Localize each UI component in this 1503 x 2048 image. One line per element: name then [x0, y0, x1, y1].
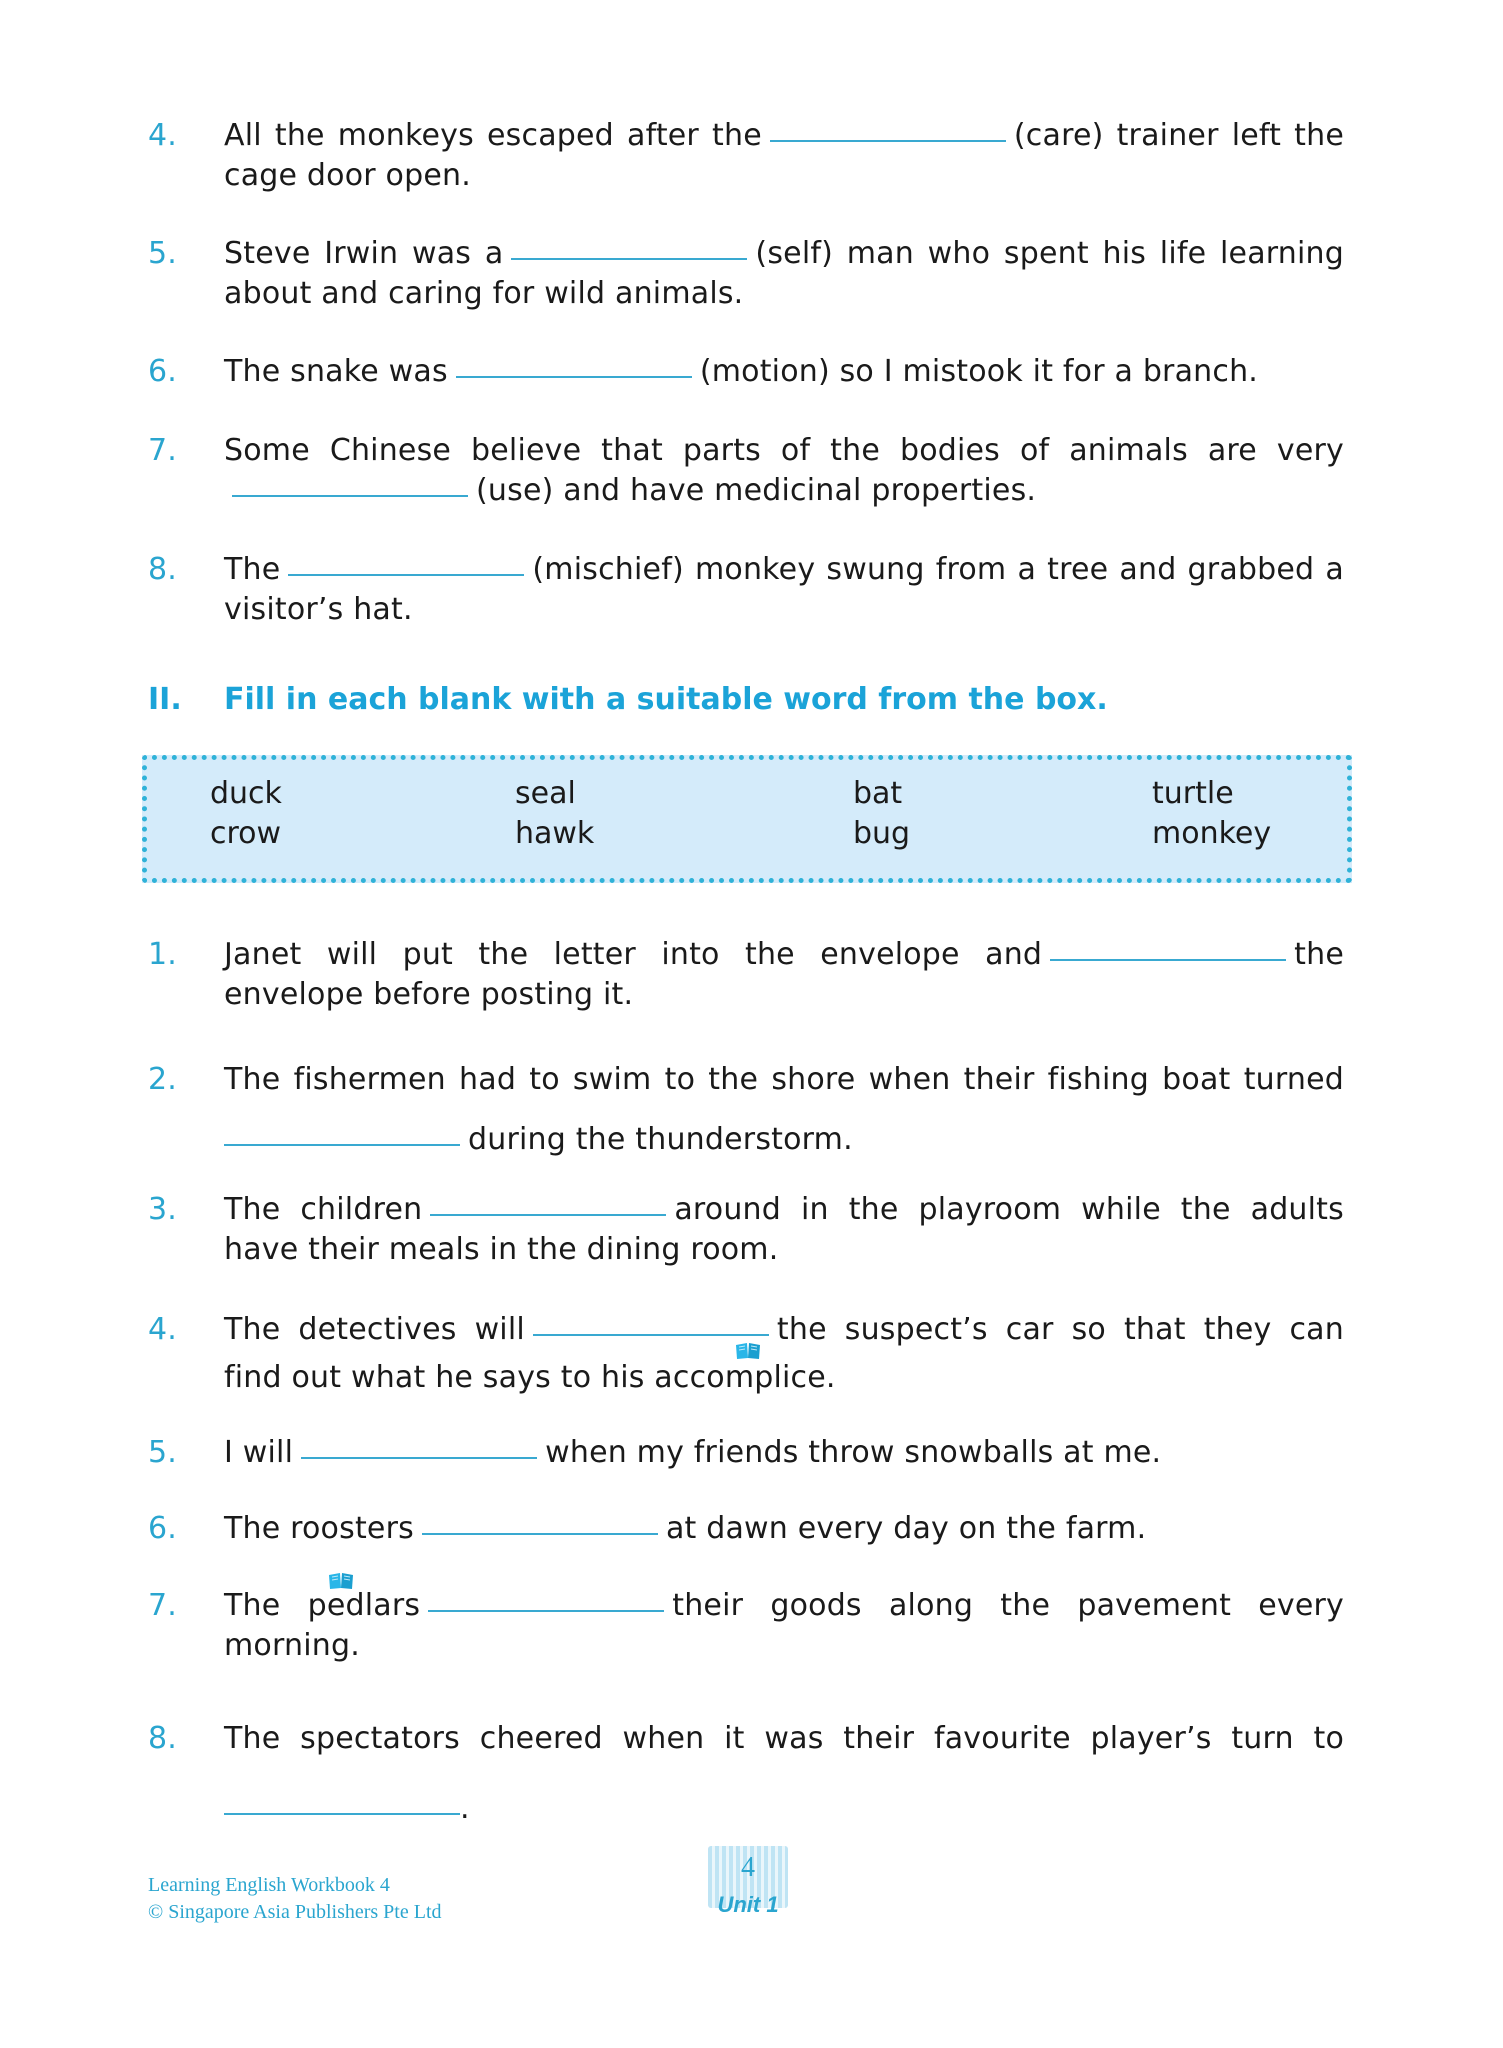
- question-text: The roosters: [224, 1511, 414, 1546]
- question-text: I will: [224, 1435, 294, 1470]
- answer-blank[interactable]: [301, 1457, 537, 1459]
- answer-blank[interactable]: [232, 495, 468, 497]
- question-text-after: during the thunderstorm.: [468, 1122, 853, 1157]
- question-text: The detectives will: [224, 1312, 525, 1347]
- answer-blank[interactable]: [224, 1144, 460, 1146]
- book-icon: [735, 1342, 761, 1360]
- answer-blank[interactable]: [428, 1610, 664, 1612]
- question-text: All the monkeys escaped after the: [224, 118, 762, 153]
- question-hint: (motion) so I mistook it for a branch.: [699, 354, 1259, 389]
- answer-blank[interactable]: [456, 376, 692, 378]
- question-number: 1.: [148, 937, 178, 972]
- question-number: 4.: [148, 1312, 178, 1347]
- question-number: 6.: [148, 354, 178, 389]
- question-hint: (self) man who spent his life learning about and caring for wild animals.: [224, 236, 1344, 311]
- question-hint: (use) and have medicinal properties.: [476, 473, 1037, 508]
- question-number: 3.: [148, 1192, 178, 1227]
- answer-blank[interactable]: [533, 1334, 769, 1336]
- question-text-after: their goods along the pavement every morning.: [224, 1588, 1344, 1663]
- question-number: 4.: [148, 118, 178, 153]
- answer-blank[interactable]: [224, 1813, 460, 1815]
- answer-blank[interactable]: [1050, 959, 1286, 961]
- question-hint: (care) trainer left the cage door open.: [224, 118, 1344, 193]
- section-instruction: Fill in each blank with a suitable word from the box.: [224, 682, 1108, 717]
- book-title: Learning English Workbook 4: [148, 1874, 390, 1896]
- question-text-after: at dawn every day on the farm.: [665, 1511, 1147, 1546]
- question-text-after: .: [460, 1791, 470, 1826]
- word-box-item: turtle: [1152, 776, 1234, 811]
- question-number: 7.: [148, 433, 178, 468]
- question-text: Janet will put the letter into the envelope and: [224, 937, 1043, 972]
- unit-label: Unit 1: [717, 1892, 779, 1917]
- question-number: 5.: [148, 1435, 178, 1470]
- section-number: II.: [148, 682, 182, 717]
- answer-blank[interactable]: [430, 1214, 666, 1216]
- question-text: Some Chinese believe that parts of the bodies of animals are very: [224, 433, 1344, 468]
- question-text: The snake was: [224, 354, 448, 389]
- question-text: The fishermen had to swim to the shore when their fishing boat turned: [224, 1062, 1344, 1097]
- question-text-after: the envelope before posting it.: [224, 937, 1344, 1012]
- question-text: Steve Irwin was a: [224, 236, 504, 271]
- question-text-after: the suspect’s car so that they can find out what he says to his accomplice.: [224, 1312, 1344, 1395]
- page-number: 4: [741, 1852, 755, 1883]
- copyright: © Singapore Asia Publishers Pte Ltd: [148, 1901, 442, 1923]
- answer-blank[interactable]: [511, 258, 747, 260]
- question-number: 6.: [148, 1511, 178, 1546]
- word-box-item: duck: [210, 776, 282, 811]
- word-box-item: crow: [210, 816, 282, 851]
- question-number: 8.: [148, 552, 178, 587]
- word-box-item: bug: [853, 816, 911, 851]
- word-box-item: monkey: [1152, 816, 1272, 851]
- question-text: The children: [224, 1192, 423, 1227]
- question-number: 7.: [148, 1588, 178, 1623]
- word-box-item: seal: [515, 776, 576, 811]
- question-number: 2.: [148, 1062, 178, 1097]
- answer-blank[interactable]: [422, 1533, 658, 1535]
- question-text-after: around in the playroom while the adults have their meals in the dining room.: [224, 1192, 1344, 1267]
- question-hint: (mischief) monkey swung from a tree and grabbed a visitor’s hat.: [224, 552, 1344, 627]
- answer-blank[interactable]: [288, 574, 524, 576]
- word-box-item: hawk: [515, 816, 595, 851]
- question-text: The pedlars: [224, 1588, 421, 1623]
- question-number: 5.: [148, 236, 178, 271]
- question-text: The spectators cheered when it was their favourite player’s turn to: [224, 1721, 1344, 1756]
- footer-credits: [148, 1872, 442, 1926]
- question-number: 8.: [148, 1721, 178, 1756]
- question-text: The: [224, 552, 281, 587]
- answer-blank[interactable]: [770, 140, 1006, 142]
- word-box-item: bat: [853, 776, 903, 811]
- question-text-after: when my friends throw snowballs at me.: [545, 1435, 1162, 1470]
